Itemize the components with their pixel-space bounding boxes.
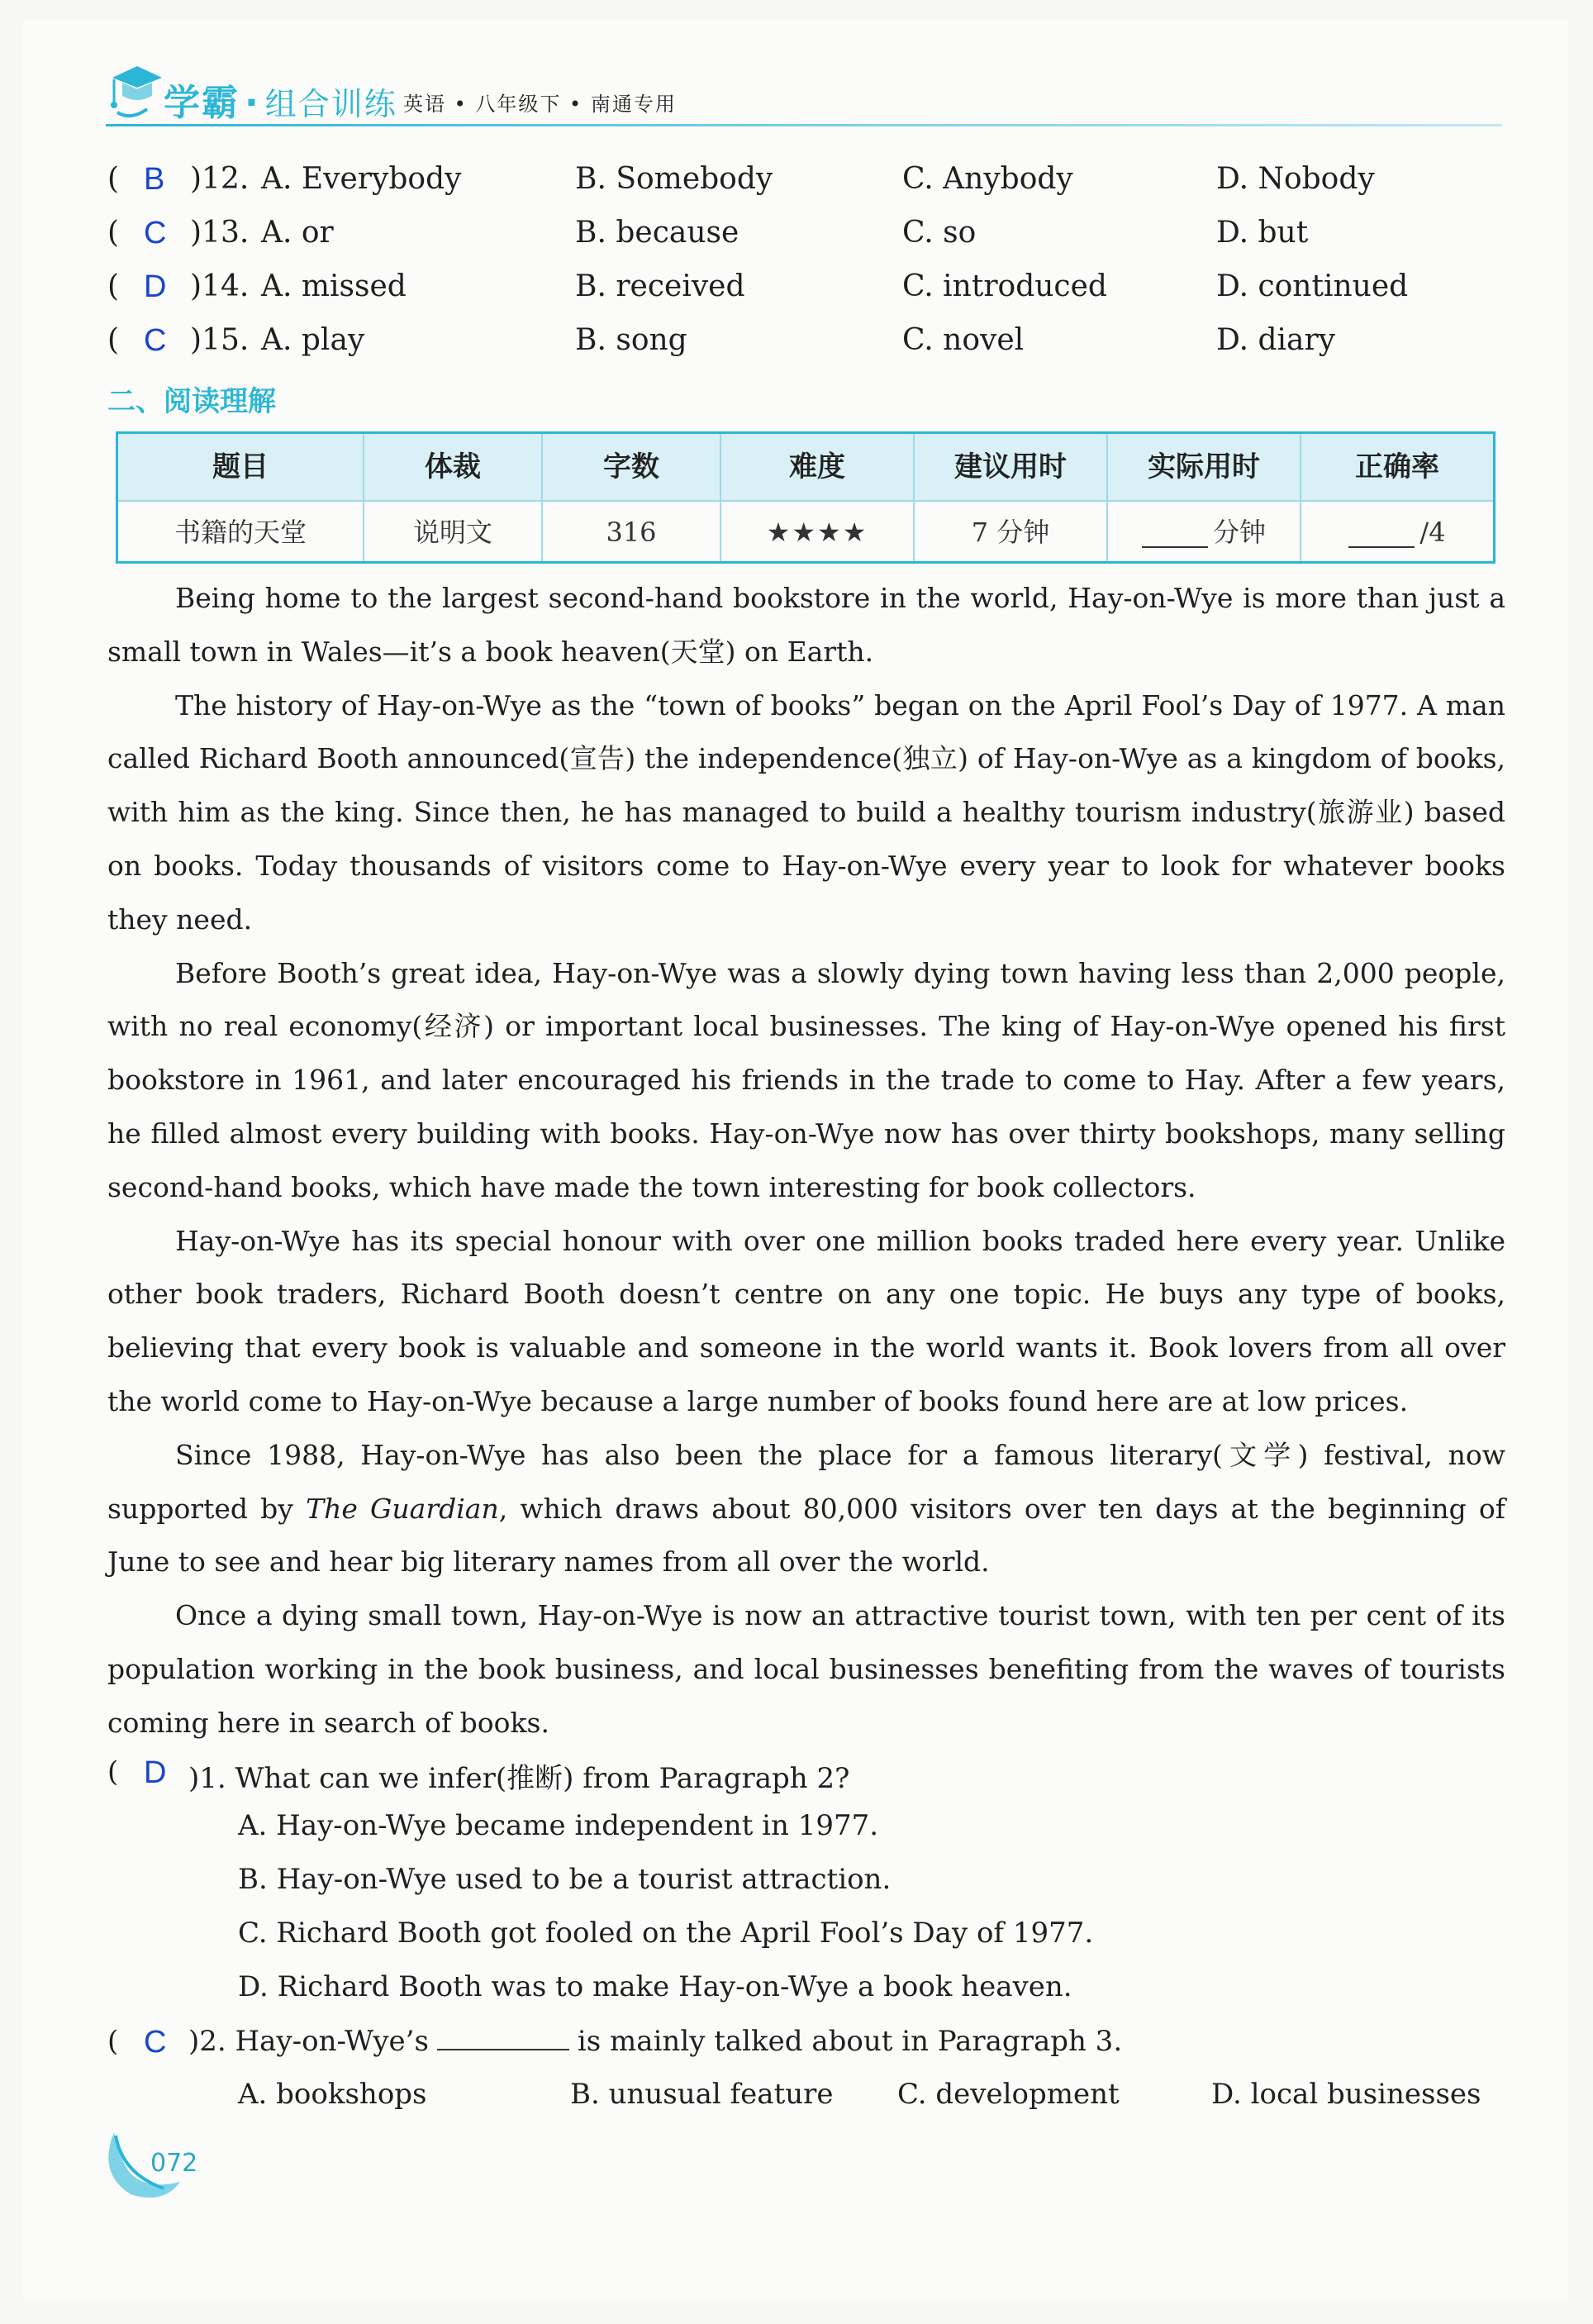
reading-passage xyxy=(107,572,1505,1750)
brand-title: 学霸 · 组合训练 xyxy=(164,82,397,124)
paragraph: Hay-on-Wye has its special honour with over one million books traded here every year. Unlike other book traders, Richard Booth doesn’t centre on any one topic. He buys any type of books, believing that every book is valuable and someone in the world wants it. Book lovers from all over the world come to Hay-on-Wye because a large number of books found here are at low prices. xyxy=(107,1224,1505,1417)
option-b: B. Hay-on-Wye used to be a tourist attraction. xyxy=(238,1863,892,1896)
table-header: 建议用时 xyxy=(915,434,1108,500)
cloze-row-15: ( C )15. A. play B. song C. novel D. diary xyxy=(107,323,1336,358)
book-subtitle: 英语 • 八年级下 • 南通专用 xyxy=(403,93,677,116)
difficulty-stars: ★★★★ xyxy=(721,500,915,561)
option-b: B. unusual feature xyxy=(570,2078,834,2111)
page-header xyxy=(106,58,1477,132)
table-header: 实际用时 xyxy=(1108,434,1301,500)
table-cell-title: 书籍的天堂 xyxy=(118,500,364,561)
answer-mark: C xyxy=(144,323,167,358)
table-header: 体裁 xyxy=(364,434,543,500)
question-stem: )1. What can we infer(推断) from Paragraph 2? xyxy=(188,1762,850,1795)
option-d: D. local businesses xyxy=(1211,2078,1481,2111)
option-d: D. Richard Booth was to make Hay-on-Wye a book heaven. xyxy=(238,1970,1072,2003)
question-stem: )2. Hay-on-Wye’s is mainly talked about in Paragraph 3. xyxy=(188,2025,1123,2058)
table-cell-suggested-time: 7 分钟 xyxy=(915,500,1108,561)
graduation-cap-icon xyxy=(106,60,165,124)
answer-mark: D xyxy=(144,1755,167,1790)
paragraph: Since 1988, Hay-on-Wye has also been the place for a famous literary(文学) festival, now supported by The Guardian, which draws about 80,000 visitors over ten days at the beginning of June to see and hear big literary names from all over the world. xyxy=(107,1438,1505,1579)
table-cell-words: 316 xyxy=(543,500,721,561)
section-title: 二、阅读理解 xyxy=(107,385,276,418)
answer-mark: B xyxy=(144,162,165,197)
paragraph: Once a dying small town, Hay-on-Wye is now an attractive tourist town, with ten per cent of its population working in the book business, and local businesses benefiting from the waves of tourists coming here in search of books. xyxy=(107,1599,1505,1739)
cloze-row-14: ( D )14. A. missed B. received C. introduced D. continued xyxy=(107,269,1409,304)
cloze-row-12: ( B )12. A. Everybody B. Somebody C. Anybody D. Nobody xyxy=(107,162,1375,197)
option-c: C. Richard Booth got fooled on the April Fool’s Day of 1977. xyxy=(238,1917,1094,1950)
accuracy-blank xyxy=(1348,521,1415,548)
cloze-row-13: ( C )13. A. or B. because C. so D. but xyxy=(107,216,1309,250)
table-cell-genre: 说明文 xyxy=(364,500,543,561)
actual-time-blank xyxy=(1142,521,1208,548)
table-cell-actual-time: 分钟 xyxy=(1108,500,1301,561)
table-header: 题目 xyxy=(118,434,364,500)
option-a: A. bookshops xyxy=(238,2078,427,2111)
reading-info-table xyxy=(116,431,1496,564)
table-cell-accuracy: /4 xyxy=(1301,500,1493,561)
table-header: 字数 xyxy=(543,434,721,500)
header-divider xyxy=(106,124,1502,126)
paragraph: The history of Hay-on-Wye as the “town of books” began on the April Fool’s Day of 1977. A man called Richard Booth announced(宣告) the independence(独立) of Hay-on-Wye as a kingdom of books, with him as the king. Since then, he has managed to build a healthy tourism industry(旅游业) based on books. Today thousands of visitors come to Hay-on-Wye every year to look for whatever books they need. xyxy=(107,688,1505,936)
answer-mark: C xyxy=(144,216,167,250)
option-a: A. Hay-on-Wye became independent in 1977. xyxy=(238,1809,879,1842)
table-header: 难度 xyxy=(721,434,915,500)
answer-mark: C xyxy=(144,2025,167,2060)
paragraph: Being home to the largest second-hand bookstore in the world, Hay-on-Wye is more than just a small town in Wales—it’s a book heaven(天堂) on Earth. xyxy=(107,582,1505,668)
paragraph: Before Booth’s great idea, Hay-on-Wye was a slowly dying town having less than 2,000 people, with no real economy(经济) or important local businesses. The king of Hay-on-Wye opened his first bookstore in 1961, and later encouraged his friends in the trade to come to Hay. After a few years, he filled almost every building with books. Hay-on-Wye now has over thirty bookshops, many selling second-hand books, which have made the town interesting for book collectors. xyxy=(107,956,1505,1203)
fill-in-blank xyxy=(437,2026,569,2050)
option-c: C. development xyxy=(897,2078,1120,2111)
page-number: 072 xyxy=(150,2149,198,2178)
answer-mark: D xyxy=(144,269,167,304)
table-header: 正确率 xyxy=(1355,450,1439,483)
